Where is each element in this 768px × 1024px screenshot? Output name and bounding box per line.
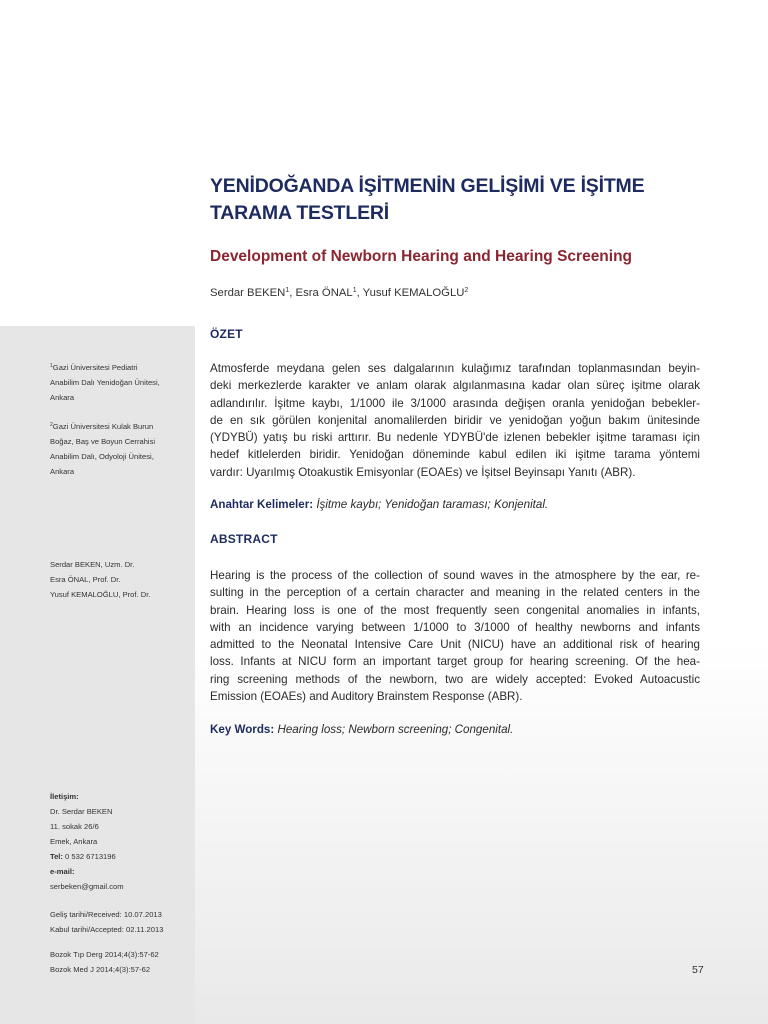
page-title: YENİDOĞANDA İŞİTMENİN GELİŞİMİ VE İŞİTME TARAMA TESTLERİ xyxy=(210,175,645,224)
affiliation-2: $^2$Gazi Üniversitesi Kulak Burun Boğaz, Baş ve Boyun Cerrahisi Anabilim Dalı, Odyoloji Ünitesi, Ankara xyxy=(50,422,156,476)
abstract-body: Hearing is the process of the collection of sound waves in the atmosphere by the ear, re- sulting in the perception of a certain character and meaning in the related centers in the brain. Hearing loss is one of the most frequently seen congenital anomalies in infants, with an incidence varying between 1/1000 to 3/1000 of healthy newborns and infants admitted to the Neonatal Intensive Care Unit (NICU) have an additional risk of hearing loss. Infants at NICU form an important target group for hearing screening. Of the hea- ring screening methods of the newborn, two are widely accepted: Evoked Autoacustic Emission (EOAEs) and Auditory Brainstem Response (ABR). xyxy=(210,569,700,704)
page-number: 57 xyxy=(692,964,704,976)
abstract-heading: ABSTRACT xyxy=(210,532,278,546)
ozet-heading: ÖZET xyxy=(210,327,243,341)
english-title: Development of Newborn Hearing and Hearing Screening xyxy=(210,248,633,265)
author-titles: Serdar BEKEN, Uzm. Dr. Esra ÖNAL, Prof. Dr. Yusuf KEMALOĞLU, Prof. Dr. xyxy=(50,560,151,599)
abstract-keywords: Key Words: Hearing loss; Newborn screening; Congenital. xyxy=(210,723,514,736)
author-list: Serdar BEKEN$^1$, Esra ÖNAL$^1$, Yusuf KEMALOĞLU$^2$ xyxy=(210,287,469,299)
ozet-keywords: Anahtar Kelimeler: İşitme kaybı; Yenidoğan taraması; Konjenital. xyxy=(210,498,549,511)
ozet-body: Atmosferde meydana gelen ses dalgalarının kulağımız tarafından toplanmasından beyin- deki merkezlerde karakter ve anlam olarak algılanmasına kadar olan süreç işitme olarak adlandırılır. İşitme kaybı, 1/1000 ile 3/1000 arasında değişen oranla yenidoğan bebekler- de en sık görülen konjenital anomalilerden biridir ve yenidoğan yoğun bakım ünitesinde (YDYBÜ) yatış bu riski arttırır. Bu nedenle YDYBÜ'de izlenen bebekler işitme taraması için hedef kitlelerden biridir. Yenidoğan döneminde kabul edilen iki işitme tarama yöntemi vardır: Uyarılmış Otoakustik Emisyonlar (EOAEs) ve İşitsel Beyinsapı Yanıtı (ABR). xyxy=(210,362,700,479)
affiliation-1: $^1$Gazi Üniversitesi Pediatri Anabilim Dalı Yenidoğan Ünitesi, Ankara xyxy=(50,363,160,402)
contact-block: İletişim: Dr. Serdar BEKEN 11. sokak 26/6 Emek, Ankara Tel: 0 532 6713196 e-mail: serbeken@gmail.com xyxy=(50,789,124,894)
received-accepted-dates: Geliş tarihi/Received: 10.07.2013 Kabul tarihi/Accepted: 02.11.2013 xyxy=(50,910,164,934)
contact-email: serbeken@gmail.com xyxy=(50,882,124,891)
contact-label: İletişim: xyxy=(50,792,79,801)
journal-citations: Bozok Tıp Derg 2014;4(3):57-62 Bozok Med J 2014;4(3):57-62 xyxy=(50,950,159,974)
